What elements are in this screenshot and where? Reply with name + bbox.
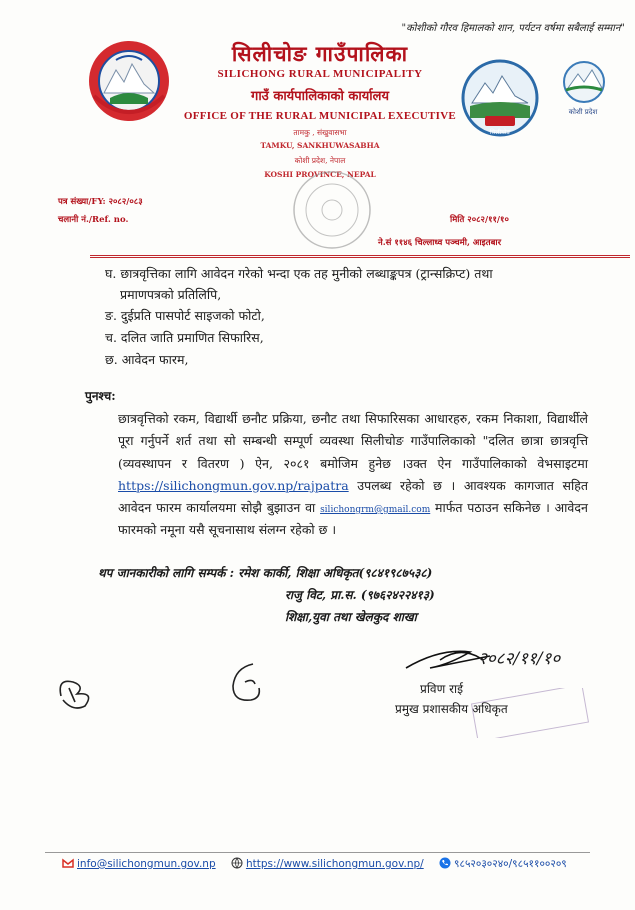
motto: "कोशीको गौरव हिमालको शान, पर्यटन वर्षमा सबैलाई सम्मान" <box>401 23 625 34</box>
signatory-name: प्रविण राई <box>420 682 464 696</box>
globe-icon <box>231 857 243 869</box>
header-divider <box>90 255 630 256</box>
gmail-icon <box>62 857 74 869</box>
official-seal <box>470 688 590 738</box>
province-logo-caption: कोशी प्रदेश <box>568 108 598 116</box>
municipality-logo <box>460 58 540 138</box>
rajpatra-link[interactable]: https://silichongmun.gov.np/rajpatra <box>118 477 349 493</box>
office-stamp <box>290 168 374 252</box>
list-item: च. दलित जाति प्रमाणित सिफारिस, <box>105 330 264 345</box>
body-text-1: छात्रवृत्तिको रकम, विद्यार्थी छनौट प्रक्रिया, छनौट तथा सिफारिसका आधारहरु, रकम निकाशा, विद्यार्थीले पूरा गर्नुपर्ने शर्त तथा सो सम्बन्धी सम्पूर्ण व्यवस्था सिलीचोङ गाउँपालिकाको "दलित छात्रा छात्रवृत्ति (व्यवस्थापन र वितरण ) ऐन, २०८१ बमोजिम हुनेछ ।उक्त ऐन गाउँपालिकाको वेभसाइटमा <box>118 411 588 471</box>
footer-divider <box>45 852 590 853</box>
holiday-note: ने.सं ११४६ चिल्लाध्व पञ्चमी, आइतबार <box>378 238 502 248</box>
address-np: तामकु , संखुवासभा <box>293 128 347 137</box>
signatory-title: प्रमुख प्रशासकीय अधिकृत <box>395 702 508 716</box>
province-en: KOSHI PROVINCE, NEPAL <box>264 170 376 179</box>
office-title-np: गाउँ कार्यपालिकाको कार्यालय <box>251 89 389 104</box>
contact-line-1: थप जानकारीको लागि सम्पर्क : रमेश कार्की, शिक्षा अधिकृत(९८४१९८७५३८) <box>98 566 433 580</box>
postscript-body <box>118 408 588 542</box>
handwritten-date: २०८२/११/१० <box>478 649 561 669</box>
email-link[interactable]: silichongrm@gmail.com <box>320 505 431 515</box>
phone-icon <box>439 857 451 869</box>
contact-line-3: शिक्षा,युवा तथा खेलकुद शाखा <box>285 610 417 624</box>
list-item: छ. आवेदन फारम, <box>105 352 189 367</box>
footer-email-link[interactable]: info@silichongmun.gov.np <box>77 858 216 870</box>
nepal-emblem-logo <box>86 38 172 124</box>
list-item: घ. छात्रवृत्तिका लागि आवेदन गरेको भन्दा एक तह मुनीको लब्धाङ्कपत्र (ट्रान्सक्रिप्ट) तथा <box>105 266 493 281</box>
postscript-heading: पुनश्च: <box>85 389 116 403</box>
footer <box>62 857 602 871</box>
office-title-en: OFFICE OF THE RURAL MUNICIPAL EXECUTIVE <box>183 110 457 122</box>
initial-signature-1 <box>55 668 100 713</box>
contact-line-2: राजु विट, प्रा.स. (९७६२४२२४१३) <box>285 588 435 602</box>
list-item: ङ. दुईप्रति पासपोर्ट साइजको फोटो, <box>105 308 265 323</box>
koshi-province-logo <box>552 58 616 114</box>
initial-signature-2 <box>225 658 270 708</box>
municipality-title-np: सिलीचोङ गाउँपालिका <box>231 41 409 66</box>
reference-fy: पत्र संख्या/FY: २०८२/०८३ <box>58 197 143 207</box>
address-en: TAMKU, SANKHUWASABHA <box>260 141 380 150</box>
header-divider-2 <box>90 257 630 258</box>
body-text-2: उपलब्ध रहेको छ । आवश्यक कागजात सहित आवेदन फारम कार्यालयमा सोझै बुझाउन वा <box>118 477 588 515</box>
reference-number: चलानी नं./Ref. no. <box>58 215 129 225</box>
logo-caption: सिलीचोङ <box>489 129 511 136</box>
list-item: प्रमाणपत्रको प्रतिलिपि, <box>120 287 222 302</box>
footer-phone: ९८५२०३०२४०/९८५११००२०९ <box>454 858 567 870</box>
letter-date: मिति २०८२/११/१० <box>450 215 509 225</box>
province-np: कोशी प्रदेश, नेपाल <box>294 156 346 165</box>
municipality-title-en: SILICHONG RURAL MUNICIPALITY <box>217 68 423 80</box>
footer-website-link[interactable]: https://www.silichongmun.gov.np/ <box>245 858 424 870</box>
body-text-3: मार्फत पठाउन सकिनेछ । आवेदन फारमको नमूना यसै सूचनासाथ संलग्न रहेको छ । <box>118 500 588 538</box>
